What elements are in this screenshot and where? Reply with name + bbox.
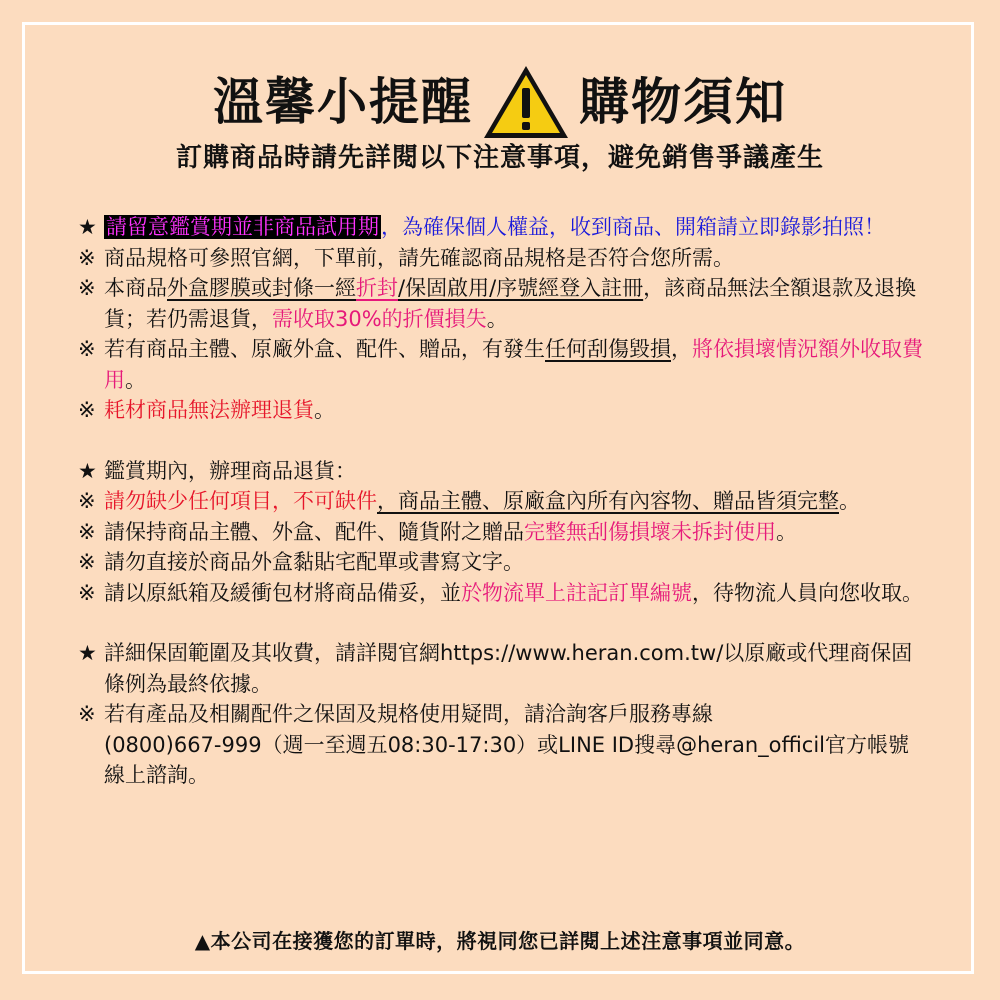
item-text: ，該商品無法全額退款及退換貨；若仍需退貨，: [104, 276, 917, 331]
note-marker: ※: [78, 519, 96, 544]
section-heading: 鑑賞期內，辦理商品退貨：: [104, 458, 356, 483]
section3-head: [78, 638, 923, 699]
list-item: [78, 547, 923, 578]
warning-text: 耗材商品無法辦理退貨: [104, 398, 314, 422]
underlined-text: 任何刮傷毀損: [545, 337, 671, 361]
section1-head: [78, 212, 923, 243]
footer-note: ▲本公司在接獲您的訂單時，將視同您已詳閱上述注意事項並同意。: [194, 929, 806, 953]
list-item: [78, 243, 923, 274]
list-item: [78, 517, 923, 548]
note-marker: ※: [78, 245, 96, 270]
section2-head: [78, 456, 923, 487]
subtitle: 訂購商品時請先詳閱以下注意事項，避免銷售爭議產生: [175, 143, 824, 173]
warning-text: 請勿缺少任何項目，不可缺件: [104, 489, 377, 513]
star-marker: ★: [78, 641, 97, 665]
note-marker: ※: [78, 276, 96, 300]
emphasis-text: 需收取30%的折價損失: [272, 306, 487, 331]
item-text: 請勿直接於商品外盒黏貼宅配單或書寫文字。: [104, 550, 524, 574]
underlined-text: ，商品主體、原廠盒內所有內容物、贈品皆須完整: [377, 489, 839, 513]
note-marker: ※: [78, 489, 96, 513]
section1-rest: ，為確保個人權益，收到商品、開箱請立即錄影拍照！: [381, 215, 885, 239]
highlight-text: 請留意鑑賞期並非商品試用期: [106, 215, 379, 239]
emphasis-text: 於物流單上註記訂單編號: [461, 580, 692, 605]
note-marker: ※: [78, 580, 96, 605]
underlined-text: 外盒膠膜或封條一經: [167, 276, 356, 300]
list-item: [78, 486, 923, 517]
item-text: ，待物流人員向您收取。: [692, 580, 923, 605]
item-text: 若有商品主體、原廠外盒、配件、贈品，有發生: [104, 337, 545, 361]
section-heading: 詳細保固範圍及其收費，請詳閱官網https://www.heran.com.tw/以原廠或代理商保固條例為最終依據。: [104, 641, 913, 696]
underlined-text: /保固啟用/序號經登入註冊: [398, 276, 644, 300]
item-text: 若有產品及相關配件之保固及規格使用疑問，請洽詢客戶服務專線: [104, 702, 713, 726]
star-marker: ★: [78, 458, 97, 483]
star-marker: ★: [78, 215, 97, 239]
item-text: 。: [314, 398, 335, 422]
item-text: 商品規格可參照官網，下單前，請先確認商品規格是否符合您所需。: [104, 245, 734, 270]
list-item: [78, 395, 923, 426]
emphasis-text: 完整無刮傷損壞未拆封使用: [524, 519, 776, 544]
emphasis-text: 折封: [356, 276, 398, 300]
list-item: [78, 730, 923, 791]
note-marker: ※: [78, 702, 96, 726]
title-right: 購物須知: [579, 72, 787, 131]
item-text: 。: [776, 519, 797, 544]
item-text: 請以原紙箱及緩衝包材將商品備妥，並: [104, 580, 461, 605]
item-text: 本商品: [104, 276, 167, 300]
item-text: 。: [486, 306, 508, 331]
title-left: 溫馨小提醒: [213, 72, 473, 131]
list-item: [78, 699, 923, 730]
title-row: [0, 62, 1000, 142]
warning-triangle-icon: [481, 62, 571, 142]
list-item: [78, 334, 923, 395]
item-text: 。: [125, 367, 146, 392]
notice-content: [78, 212, 923, 791]
emphasis-text: 將依損壞情況額外收取費用: [104, 337, 923, 392]
list-item: [78, 578, 923, 609]
note-marker: ※: [78, 550, 96, 574]
item-text: 。: [839, 489, 860, 513]
item-text: ，: [671, 337, 692, 361]
note-marker: ※: [78, 398, 96, 422]
list-item: [78, 273, 923, 334]
item-text: (0800)667-999（週一至週五08:30-17:30）或LINE ID搜尋@heran_officil官方帳號線上諮詢。: [104, 732, 910, 787]
note-marker: ※: [78, 337, 96, 361]
item-text: 請保持商品主體、外盒、配件、隨貨附之贈品: [104, 519, 524, 544]
